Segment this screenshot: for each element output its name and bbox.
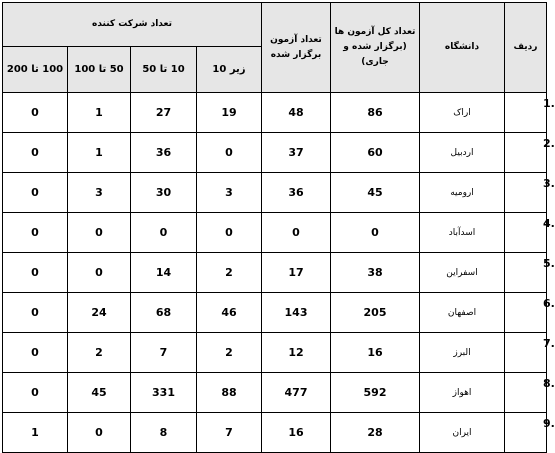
header-held-exams: تعداد آزمون برگزار شده	[262, 3, 331, 93]
university-name-cell: اردبیل	[420, 133, 505, 173]
bucket-50-100-cell: 45	[68, 373, 131, 413]
under10-cell: 19	[197, 93, 262, 133]
university-name-cell: اهواز	[420, 373, 505, 413]
table-row	[3, 173, 547, 213]
university-name-cell: اراک	[420, 93, 505, 133]
held-exams-cell: 36	[262, 173, 331, 213]
bucket-50-100-cell: 0	[68, 413, 131, 453]
total-exams-cell: 86	[331, 93, 420, 133]
bucket-100-200-cell: 0	[3, 293, 68, 333]
row-index-cell: 6.	[505, 293, 547, 333]
total-exams-cell: 38	[331, 253, 420, 293]
under10-cell: 7	[197, 413, 262, 453]
universities-exam-table	[2, 2, 555, 453]
table-row	[3, 93, 547, 133]
row-index-cell: 4.	[505, 213, 547, 253]
header-bucket-10-50: 10 تا 50	[131, 47, 197, 93]
bucket-50-100-cell: 24	[68, 293, 131, 333]
row-index-cell: 2.	[505, 133, 547, 173]
university-name-cell: البرز	[420, 333, 505, 373]
table-row	[3, 373, 547, 413]
row-index-cell: 8.	[505, 373, 547, 413]
total-exams-cell: 45	[331, 173, 420, 213]
under10-cell: 0	[197, 133, 262, 173]
row-index-cell: 3.	[505, 173, 547, 213]
bucket-50-100-cell: 1	[68, 93, 131, 133]
table-row	[3, 333, 547, 373]
held-exams-cell: 37	[262, 133, 331, 173]
bucket-10-50-cell: 331	[131, 373, 197, 413]
bucket-10-50-cell: 30	[131, 173, 197, 213]
row-index-cell: 5.	[505, 253, 547, 293]
header-bucket-under10: زیر 10	[197, 47, 262, 93]
table-row	[3, 133, 547, 173]
bucket-50-100-cell: 3	[68, 173, 131, 213]
bucket-100-200-cell: 0	[3, 133, 68, 173]
bucket-10-50-cell: 7	[131, 333, 197, 373]
table-row	[3, 213, 547, 253]
row-index-cell: 9.	[505, 413, 547, 453]
under10-cell: 2	[197, 253, 262, 293]
bucket-100-200-cell: 0	[3, 253, 68, 293]
university-name-cell: اسدآباد	[420, 213, 505, 253]
row-index-cell: 7.	[505, 333, 547, 373]
held-exams-cell: 16	[262, 413, 331, 453]
university-name-cell: ایران	[420, 413, 505, 453]
bucket-100-200-cell: 0	[3, 173, 68, 213]
bucket-50-100-cell: 0	[68, 213, 131, 253]
table-body	[3, 93, 555, 453]
bucket-100-200-cell: 0	[3, 213, 68, 253]
total-exams-cell: 16	[331, 333, 420, 373]
header-bucket-50-100: 50 تا 100	[68, 47, 131, 93]
header-bucket-100-200: 100 تا 200	[3, 47, 68, 93]
bucket-100-200-cell: 1	[3, 413, 68, 453]
held-exams-cell: 48	[262, 93, 331, 133]
row-index-cell: 1.	[505, 93, 547, 133]
university-name-cell: اسفراین	[420, 253, 505, 293]
header-total-exams: تعداد کل آزمون ها (برگزار شده و جاری)	[331, 3, 420, 93]
bucket-10-50-cell: 27	[131, 93, 197, 133]
university-name-cell: اصفهان	[420, 293, 505, 333]
bucket-10-50-cell: 36	[131, 133, 197, 173]
table-row	[3, 293, 547, 333]
total-exams-cell: 0	[331, 213, 420, 253]
under10-cell: 3	[197, 173, 262, 213]
table-row	[3, 253, 547, 293]
bucket-50-100-cell: 0	[68, 253, 131, 293]
total-exams-cell: 28	[331, 413, 420, 453]
total-exams-cell: 60	[331, 133, 420, 173]
header-university: دانشگاه	[420, 3, 505, 93]
under10-cell: 88	[197, 373, 262, 413]
bucket-10-50-cell: 8	[131, 413, 197, 453]
held-exams-cell: 0	[262, 213, 331, 253]
bucket-100-200-cell: 0	[3, 333, 68, 373]
university-name-cell: ارومیه	[420, 173, 505, 213]
under10-cell: 0	[197, 213, 262, 253]
bucket-50-100-cell: 1	[68, 133, 131, 173]
under10-cell: 46	[197, 293, 262, 333]
held-exams-cell: 143	[262, 293, 331, 333]
table-row	[3, 413, 547, 453]
held-exams-cell: 17	[262, 253, 331, 293]
bucket-10-50-cell: 0	[131, 213, 197, 253]
bucket-10-50-cell: 68	[131, 293, 197, 333]
bucket-10-50-cell: 14	[131, 253, 197, 293]
bucket-100-200-cell: 0	[3, 93, 68, 133]
total-exams-cell: 592	[331, 373, 420, 413]
bucket-100-200-cell: 0	[3, 373, 68, 413]
under10-cell: 2	[197, 333, 262, 373]
bucket-50-100-cell: 2	[68, 333, 131, 373]
held-exams-cell: 477	[262, 373, 331, 413]
header-participants-group: تعداد شرکت کننده	[3, 3, 262, 47]
total-exams-cell: 205	[331, 293, 420, 333]
header-row-index: ردیف	[505, 3, 547, 93]
held-exams-cell: 12	[262, 333, 331, 373]
